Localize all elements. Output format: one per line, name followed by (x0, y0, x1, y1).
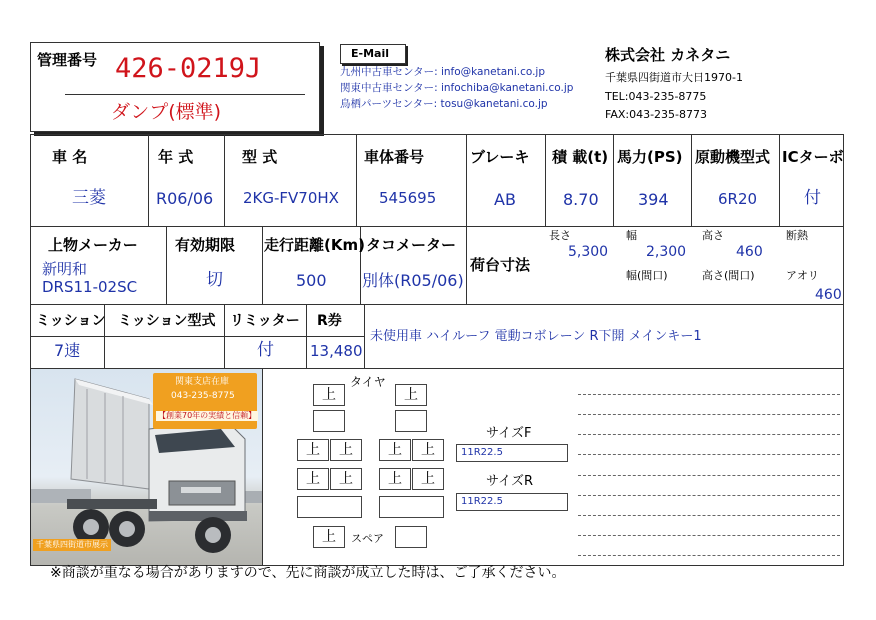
contact-kyushu: 九州中古車センター: info@kanetani.co.jp (340, 66, 545, 78)
maker-label: 上物メーカー (48, 236, 138, 254)
mileage-value: 500 (296, 271, 327, 290)
row1-vline (466, 134, 467, 226)
note-line (578, 394, 840, 395)
width-open-label: 幅(間口) (626, 269, 668, 282)
header-load: 積 載(t) (552, 148, 609, 166)
kanri-divider (65, 94, 305, 95)
tire-label: タイヤ (350, 375, 386, 389)
badge-branch: 関東支店在庫 (175, 377, 230, 387)
value-chassis: 545695 (379, 189, 437, 207)
header-turbo: ICターボ (782, 148, 844, 166)
header-hp: 馬力(PS) (617, 148, 683, 166)
note-line (578, 495, 840, 496)
width-label: 幅 (626, 229, 637, 242)
yuko-label: 有効期限 (175, 236, 236, 254)
height-value: 460 (736, 244, 763, 260)
tire-rear1-right-outer: 上 (412, 439, 444, 461)
notes-text: 未使用車 ハイルーフ 電動コボレーン R下開 メインキー1 (370, 329, 702, 344)
header-chassis: 車体番号 (364, 148, 425, 166)
size-f-label: サイズF (486, 426, 532, 441)
aori-label: アオリ (786, 269, 819, 282)
photo-divider (262, 368, 263, 566)
tire-rear2-left-inner: 上 (330, 468, 362, 490)
row1-vline (148, 134, 149, 226)
row1-vline (613, 134, 614, 226)
tacho-value: 別体(R05/06) (362, 271, 464, 290)
badge-slogan: 【創業70年の実績と信頼】 (158, 411, 257, 420)
value-car-name: 三菱 (72, 188, 106, 208)
tire-rear2-left-outer: 上 (297, 468, 329, 490)
row1-vline (691, 134, 692, 226)
maker-value: 新明和 (42, 260, 88, 278)
category-label: ダンプ(標準) (111, 101, 222, 123)
tire-rear2-right-inner: 上 (379, 468, 411, 490)
note-line (578, 434, 840, 435)
tire-spare: 上 (313, 526, 345, 548)
tire-rear1-right-inner: 上 (379, 439, 411, 461)
email-link[interactable]: info@kanetani.co.jp (440, 66, 545, 78)
tire-front-right-blank (395, 410, 427, 432)
tire-rear1-left-inner: 上 (330, 439, 362, 461)
kanri-number: 426-0219J (115, 53, 262, 84)
row1-divider (30, 226, 844, 227)
width-value: 2,300 (646, 244, 687, 260)
email-tab: E-Mail (340, 44, 406, 64)
row2-vline (262, 226, 263, 304)
header-brake: ブレーキ (470, 148, 530, 166)
r-value: 13,480 (310, 342, 363, 360)
email-link[interactable]: infochiba@kanetani.co.jp (440, 82, 574, 94)
kanri-box (30, 42, 320, 132)
tire-rear1-left-outer: 上 (297, 439, 329, 461)
mission-label: ミッション (36, 313, 106, 329)
row3-inner-line (30, 336, 364, 337)
header-model: 型 式 (242, 148, 278, 166)
aori-value: 460 (815, 287, 842, 303)
tire-front-left-blank (313, 410, 345, 432)
row1-vline (545, 134, 546, 226)
height-label: 高さ (702, 229, 724, 242)
stock-badge (153, 373, 257, 429)
row3-vline (306, 304, 307, 368)
mission-type-label: ミッション型式 (118, 313, 216, 329)
footer-note: ※商談が重なる場合がありますので、先に商談が成立した時は、ご了承ください。 (50, 565, 566, 581)
row3-vline (224, 304, 225, 368)
tire-rear3-left-blank (297, 496, 362, 518)
header-engine: 原動機型式 (695, 148, 771, 166)
value-load: 8.70 (563, 190, 599, 209)
row1-vline (356, 134, 357, 226)
size-r-label: サイズR (486, 474, 533, 489)
value-engine: 6R20 (718, 190, 758, 208)
tire-rear2-right-outer: 上 (412, 468, 444, 490)
company-tel: TEL:043-235-8775 (605, 90, 707, 103)
mission-value: 7速 (54, 341, 81, 360)
photo-location: 千葉県四街道市展示 (33, 539, 111, 551)
header-car-name: 車 名 (52, 148, 88, 166)
tire-spare-blank (395, 526, 427, 548)
note-line (578, 475, 840, 476)
value-hp: 394 (638, 190, 669, 209)
company-name: 株式会社 カネタニ (605, 46, 731, 64)
maker-model: DRS11-02SC (42, 278, 138, 296)
size-r-value: 11R22.5 (456, 493, 568, 511)
insulation-label: 断熱 (786, 229, 808, 242)
badge-phone: 043-235-8775 (171, 391, 235, 401)
truck-photo (31, 369, 262, 565)
limiter-label: リミッター (230, 313, 300, 329)
note-line (578, 515, 840, 516)
tacho-label: タコメーター (366, 236, 457, 254)
contact-kanto: 関東中古車センター: infochiba@kanetani.co.jp (340, 82, 574, 94)
limiter-value: 付 (257, 340, 274, 360)
size-f-value: 11R22.5 (456, 444, 568, 462)
note-line (578, 454, 840, 455)
row1-vline (779, 134, 780, 226)
note-line (578, 555, 840, 556)
spare-label: スペア (351, 532, 384, 545)
company-fax: FAX:043-235-8773 (605, 108, 708, 121)
email-link[interactable]: tosu@kanetani.co.jp (440, 98, 548, 110)
mileage-label: 走行距離(Km) (264, 236, 365, 254)
length-label: 長さ (549, 229, 571, 242)
row2-vline (466, 226, 467, 304)
cargo-label: 荷台寸法 (470, 256, 531, 274)
tire-rear3-right-blank (379, 496, 444, 518)
note-line (578, 535, 840, 536)
header-year: 年 式 (158, 148, 194, 166)
length-value: 5,300 (568, 244, 609, 260)
row2-divider (30, 304, 844, 305)
value-model: 2KG-FV70HX (243, 189, 339, 207)
height-open-label: 高さ(間口) (702, 269, 755, 282)
r-label: R券 (317, 313, 342, 329)
value-brake: AB (494, 190, 516, 209)
value-turbo: 付 (804, 188, 821, 208)
row3-vline (364, 304, 365, 368)
note-line (578, 414, 840, 415)
value-year: R06/06 (156, 189, 214, 208)
company-address: 千葉県四街道市大日1970-1 (605, 71, 743, 84)
tire-front-left: 上 (313, 384, 345, 406)
kanri-label: 管理番号 (37, 51, 98, 69)
row1-vline (224, 134, 225, 226)
tire-front-right: 上 (395, 384, 427, 406)
yuko-value: 切 (206, 270, 223, 290)
row2-vline (166, 226, 167, 304)
contact-tosu: 鳥栖パーツセンター: tosu@kanetani.co.jp (340, 98, 548, 110)
